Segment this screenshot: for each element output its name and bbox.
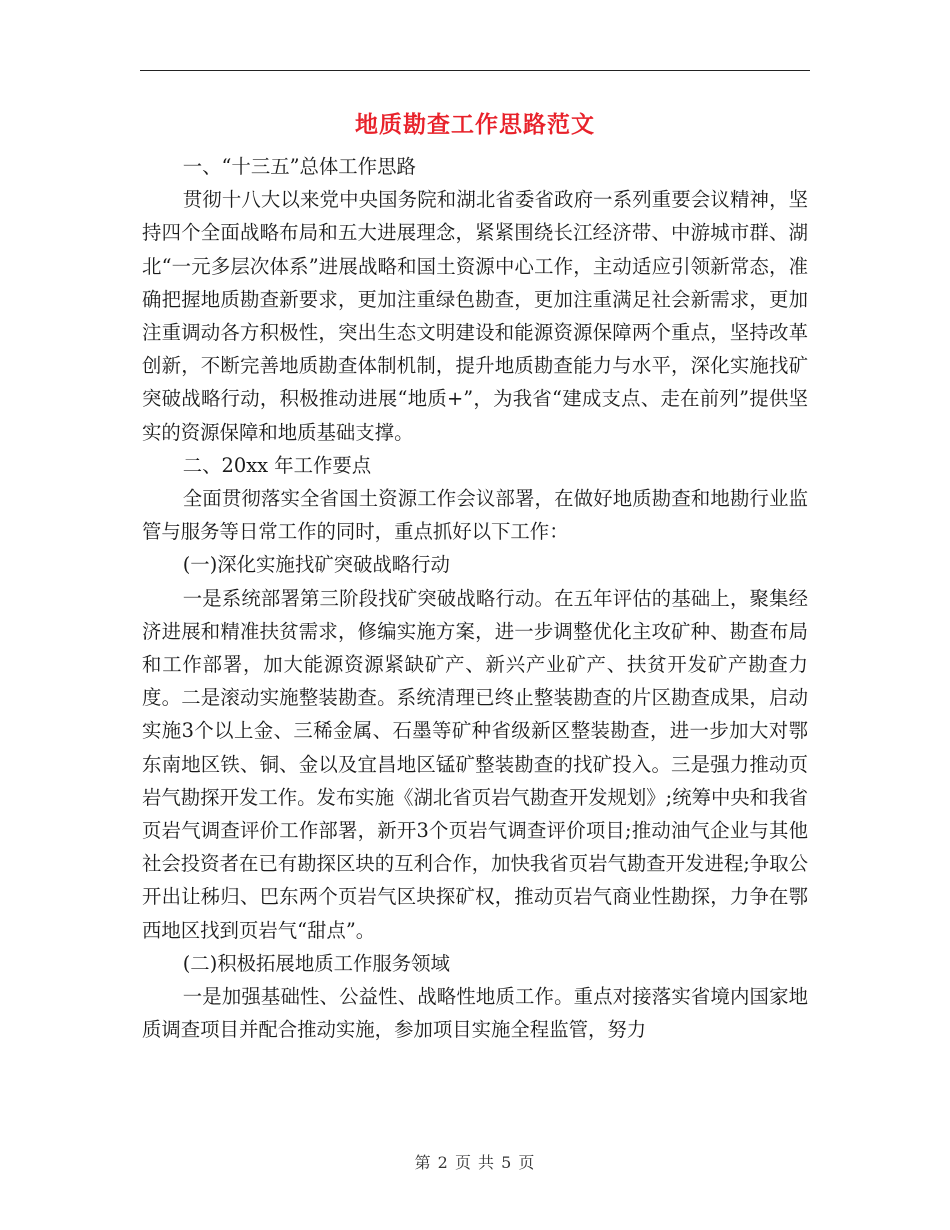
document-body [142,150,808,1046]
paragraph-prospecting: 一是系统部署第三阶段找矿突破战略行动。在五年评估的基础上，聚集经济进展和精准扶贫需求，修编实施方案，进一步调整优化主攻矿种、勘查布局和工作部署，加大能源资源紧缺矿产、新兴产业矿产、扶贫开发矿产勘查力度。二是滚动实施整装勘查。系统清理已终止整装勘查的片区勘查成果，启动实施3个以上金、三稀金属、石墨等矿种省级新区整装勘查，进一步加大对鄂东南地区铁、铜、金以及宜昌地区锰矿整装勘查的找矿投入。三是强力推动页岩气勘探开发工作。发布实施《湖北省页岩气勘查开发规划》;统筹中央和我省页岩气调查评价工作部署，新开3个页岩气调查评价项目;推动油气企业与其他社会投资者在已有勘探区块的互利合作，加快我省页岩气勘查开发进程;争取公开出让秭归、巴东两个页岩气区块探矿权，推动页岩气商业性勘探，力争在鄂西地区找到页岩气“甜点”。 [142,586,808,942]
paragraph-work-intro: 全面贯彻落实全省国土资源工作会议部署，在做好地质勘查和地勘行业监管与服务等日常工作的同时，重点抓好以下工作： [142,487,808,544]
paragraph-service-fields: 一是加强基础性、公益性、战略性地质工作。重点对接落实省境内国家地质调查项目并配合推动实施，参加项目实施全程监管，努力 [142,985,808,1042]
paragraph-overall-thinking: 贯彻十八大以来党中央国务院和湖北省委省政府一系列重要会议精神，坚持四个全面战略布局和五大进展理念，紧紧围绕长江经济带、中游城市群、湖北“一元多层次体系”进展战略和国土资源中心工作，主动适应引领新常态，准确把握地质勘查新要求，更加注重绿色勘查，更加注重满足社会新需求，更加注重调动各方积极性，突出生态文明建设和能源资源保障两个重点，坚持改革创新，不断完善地质勘查体制机制，提升地质勘查能力与水平，深化实施找矿突破战略行动，积极推动进展“地质+”，为我省“建成支点、走在前列”提供坚实的资源保障和地质基础支撑。 [142,188,808,444]
document-title: 地质勘查工作思路范文 [355,112,595,138]
subsection-heading-2: (二)积极拓展地质工作服务领域 [182,951,450,975]
header-rule [140,70,810,71]
section-heading-1: 一、“十三五”总体工作思路 [182,155,416,178]
page-number-footer: 第 2 页 共 5 页 [414,1153,536,1172]
subsection-heading-1: (一)深化实施找矿突破战略行动 [182,553,450,577]
section-heading-2: 二、20xx 年工作要点 [182,453,372,477]
